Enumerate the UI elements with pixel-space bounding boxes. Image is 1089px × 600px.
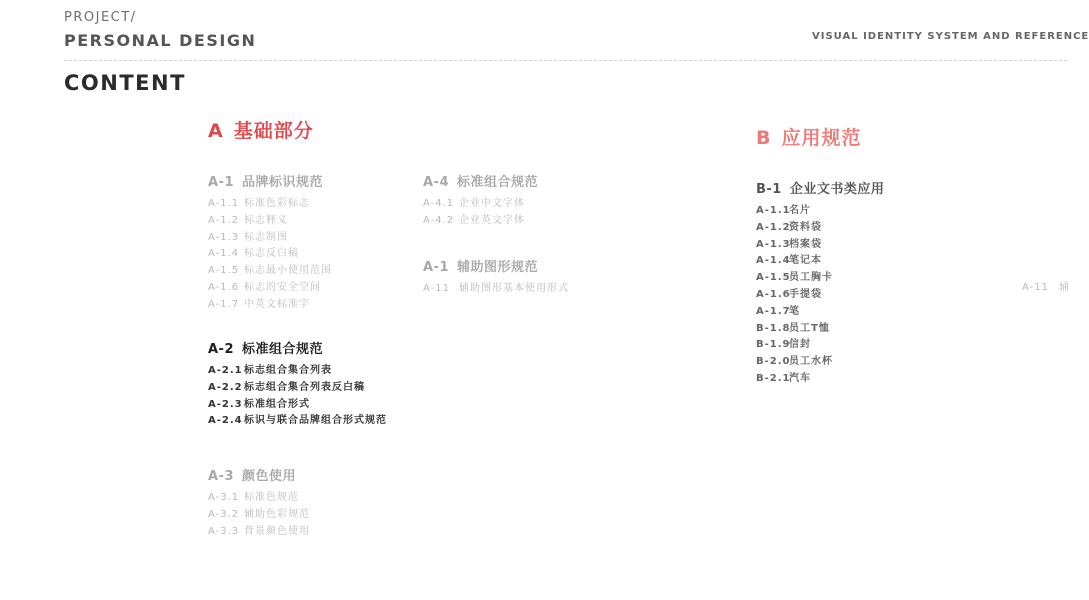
personal-design-title: PERSONAL DESIGN <box>64 31 257 50</box>
header-divider <box>64 60 1067 61</box>
group-title <box>208 338 387 357</box>
list-item: A-1.6手提袋 <box>756 288 822 300</box>
list-item: A-1.5 标志最小使用范围 <box>208 265 332 277</box>
list-item: A-1.3档案袋 <box>756 238 822 250</box>
group-items <box>208 196 332 314</box>
list-item: A-3.3 背景颜色使用 <box>208 525 310 537</box>
section-b-code: B <box>756 127 772 149</box>
group-items <box>423 281 569 298</box>
list-item: A-1.1名片 <box>756 205 811 216</box>
project-label: PROJECT/ <box>64 10 137 25</box>
list-item: A-2.2标志组合集合列表反白稿 <box>208 381 365 393</box>
section-b-title: 应用规范 <box>781 127 862 149</box>
group-items <box>208 363 387 430</box>
group-code: A-2 <box>208 342 235 357</box>
group-a2 <box>208 338 387 430</box>
list-item: A-4.2 企业英文字体 <box>423 214 525 226</box>
group-code: B-1 <box>756 182 782 197</box>
group-a1 <box>208 171 332 314</box>
cropped-list-item: A-11 辅 <box>1022 282 1070 293</box>
group-items <box>208 490 310 540</box>
list-item: A-3.2 辅助色彩规范 <box>208 508 310 520</box>
group-label: 标准组合规范 <box>242 342 324 357</box>
group-a1-aux <box>423 256 569 298</box>
group-label: 颜色使用 <box>242 469 297 484</box>
list-item: A-1.3 标志制图 <box>208 231 288 243</box>
group-a3 <box>208 465 310 540</box>
group-code: A-1 <box>423 260 450 275</box>
group-title <box>208 465 310 484</box>
list-item: A-1.7 中英文标准字 <box>208 298 310 310</box>
list-item: A-1.7笔 <box>756 305 800 317</box>
list-item: A-2.1标志组合集合列表 <box>208 365 332 376</box>
group-label: 企业文书类应用 <box>789 182 885 197</box>
group-title <box>756 178 884 197</box>
list-item: B-1.9信封 <box>756 339 811 351</box>
list-item: A-1.1 标准色彩标志 <box>208 198 310 209</box>
section-a-title: 基础部分 <box>233 120 314 142</box>
group-label: 品牌标识规范 <box>242 175 324 190</box>
page-title: CONTENT <box>64 71 186 95</box>
section-a-heading <box>208 116 314 143</box>
group-code: A-4 <box>423 175 450 190</box>
list-item: B-2.0员工水杯 <box>756 356 833 368</box>
tagline: VISUAL IDENTITY SYSTEM AND REFERENCE <box>812 31 1089 42</box>
section-a-code: A <box>208 120 224 142</box>
list-item: A-1.4 标志反白稿 <box>208 248 299 260</box>
group-label: 辅助图形规范 <box>457 260 539 275</box>
list-item: A-1.5员工胸卡 <box>756 272 833 284</box>
list-item: B-2.1汽车 <box>756 372 811 384</box>
group-label: 标准组合规范 <box>457 175 539 190</box>
list-item: A-1.2资料袋 <box>756 221 822 233</box>
group-title <box>208 171 332 190</box>
group-title <box>423 256 569 275</box>
list-item: A-4.1 企业中文字体 <box>423 198 525 209</box>
group-items <box>756 203 884 388</box>
group-title <box>423 171 538 190</box>
group-code: A-3 <box>208 469 235 484</box>
list-item: A-3.1 标准色规范 <box>208 492 299 503</box>
group-items <box>423 196 538 230</box>
list-item: A-2.3标准组合形式 <box>208 398 310 410</box>
group-a4 <box>423 171 538 230</box>
list-item: A-1.4笔记本 <box>756 255 822 267</box>
list-item: B-1.8员工T恤 <box>756 322 830 334</box>
section-b-heading <box>756 123 862 150</box>
group-b1 <box>756 178 884 388</box>
list-item: A-1.6 标志的安全空间 <box>208 281 321 293</box>
list-item: A-2.4标识与联合品牌组合形式规范 <box>208 415 387 427</box>
list-item: A-11 辅助图形基本使用形式 <box>423 283 569 294</box>
list-item: A-1.2 标志释义 <box>208 214 288 226</box>
group-code: A-1 <box>208 175 235 190</box>
